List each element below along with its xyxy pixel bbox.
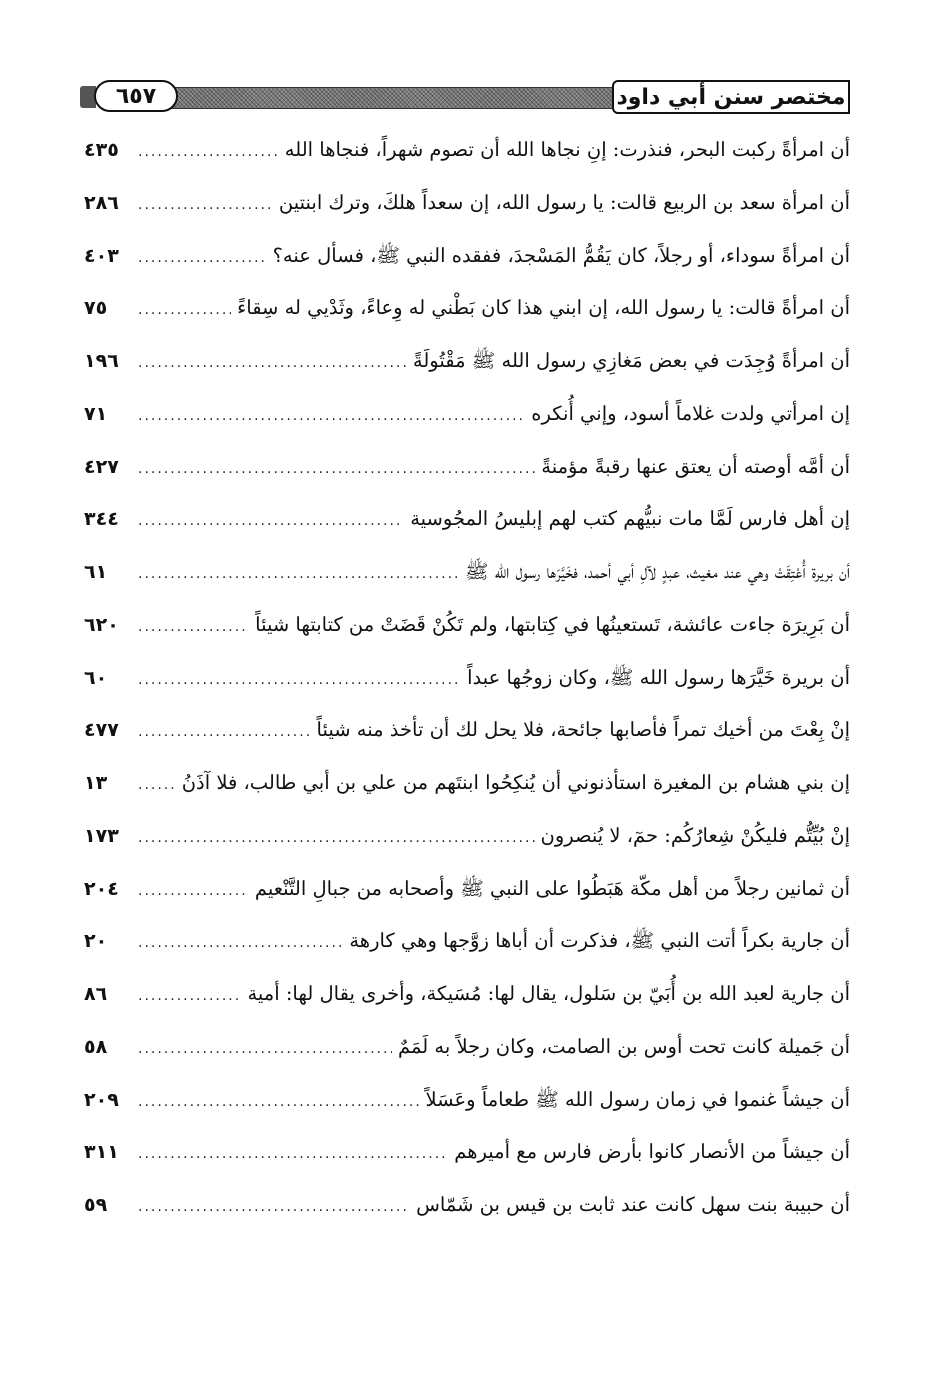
entry-page-number: ٣٤٤ [84,508,119,531]
dot-leader [138,1181,410,1234]
dot-leader [138,284,231,337]
index-entry [84,1126,850,1179]
entry-text: أن بريرة خَيَّرَها رسول الله ﷺ، وكان زوجُها عبداً [467,665,850,689]
index-entry [84,1074,850,1127]
entry-text: إنْ بُيِّتُّم فليكُنْ شِعارُكُم: حمٓ، لا يُنصرون [540,823,850,847]
dot-leader [138,548,459,601]
dot-leader [138,1128,448,1181]
index-entry [84,652,850,705]
dot-leader [138,126,279,179]
entry-page-number: ٤٧٧ [84,719,119,742]
entry-page-number: ١٧٣ [84,824,119,847]
entry-page-number: ٤٣٥ [84,139,119,161]
page-header [80,80,850,114]
dot-leader [138,654,461,707]
index-entry [84,546,850,599]
entry-text: أن جيشاً من الأنصار كانوا بأرض فارس مع أميرهم [454,1140,850,1164]
entry-page-number: ٥٩ [84,1194,108,1216]
entry-text: أن جَميلة كانت تحت أوس بن الصامت، وكان رجلاً به لَمَمٌ [398,1034,850,1058]
dot-leader [138,495,404,548]
entry-text: أن ثمانين رجلاً من أهل مكّة هَبَطُوا على النبي ﷺ وأصحابه من جبالِ التَّنْعيم [254,876,850,900]
entry-text: أن بريرة أُعْتِقَتْ وهي عند مغيث، عبدٍ لآلِ أبي أحمد، فخَيَّرَها رسول الله ﷺ [465,560,850,583]
entry-page-number: ٨٦ [84,983,108,1005]
entry-text: إنْ بِعْتَ من أخيك تمراً فأصابها جائحة، فلا يحل لك أن تأخذ منه شيئاً [316,718,850,742]
dot-leader [138,759,176,812]
entry-page-number: ٦٠ [84,666,108,689]
entry-page-number: ٦٢٠ [84,613,119,636]
page-number-badge [94,80,178,112]
entry-text: إن امرأتي ولدت غلاماً أسود، وإني أُنكره [531,401,850,425]
index-entry [84,704,850,757]
index-entry [84,177,850,230]
entry-page-number: ٧١ [84,402,108,425]
dot-leader [138,443,535,496]
index-entry [84,757,850,810]
index-entry [84,230,850,283]
entry-text: أن جارية بكراً أتت النبي ﷺ، فذكرت أن أباها زوَّجها وهي كارهة [349,929,850,953]
dot-leader [138,865,249,918]
dot-leader [138,1076,419,1129]
index-entry [84,599,850,652]
entry-text: أن امرأةً ركبت البحر، فنذرت: إنِ نجاها الله أن تصوم شهراً، فنجاها الله [284,138,850,161]
entry-page-number: ١٩٦ [84,350,119,372]
dot-leader [138,917,343,970]
dot-leader [138,232,267,285]
index-entry [84,124,850,177]
entry-page-number: ٢٠ [84,930,108,953]
dot-leader [138,337,407,390]
hadith-index-list [84,124,850,1232]
entry-page-number: ٥٨ [84,1035,108,1058]
dot-leader [138,390,525,443]
entry-page-number: ٢٠٩ [84,1088,119,1111]
index-entry [84,810,850,863]
dot-leader [138,601,249,654]
book-title-badge [612,80,850,114]
entry-page-number: ٧٥ [84,297,108,320]
entry-text: أن امرأةً قالت: يا رسول الله، إن ابني هذا كان بَطْني له وِعاءً، وثَدْيي له سِقاءً [237,296,850,320]
dot-leader [138,970,241,1023]
index-entry [84,968,850,1021]
index-entry [84,493,850,546]
entry-text: أن جيشاً غنموا في زمان رسول الله ﷺ طعاماً وعَسَلاً [425,1087,850,1111]
index-entry [84,915,850,968]
entry-page-number: ٤٢٧ [84,455,119,478]
index-entry [84,282,850,335]
entry-page-number: ٢٨٦ [84,191,119,214]
entry-text: أن جارية لعبد الله بن أُبَيّ بن سَلول، يقال لها: مُسَيكة، وأخرى يقال لها: أمية [247,982,850,1005]
index-entry [84,863,850,916]
entry-page-number: ٢٠٤ [84,877,119,900]
entry-page-number: ٦١ [84,561,108,583]
entry-text: أن امرأة سعد بن الربيع قالت: يا رسول الله، إن سعداً هلكَ، وترك ابنتين [278,190,850,214]
entry-page-number: ٣١١ [84,1141,119,1164]
header-decorative-bar [168,87,614,109]
entry-text: أن امرأةً وُجِدَت في بعض مَغازِي رسول الله ﷺ مَقْتُولَةً [412,349,850,372]
entry-text: أن أمَّه أوصته أن يعتق عنها رقبةً مؤمنةً [541,454,850,478]
index-entry [84,1021,850,1074]
dot-leader [138,179,273,232]
index-entry [84,335,850,388]
index-entry [84,388,850,441]
entry-text: أن بَرِيرَة جاءت عائشة، تَستعينُها في كِتابتها، ولم تَكُنْ قَضَتْ من كتابتها شيئاً [255,612,850,636]
entry-text: أن امرأةً سوداء، أو رجلاً، كان يَقُمُّ المَسْجدَ، ففقده النبي ﷺ، فسأل عنه؟ [272,243,850,267]
entry-text: إن أهل فارس لَمَّا مات نبيُّهم كتب لهم إبليسُ المجُوسية [410,507,850,531]
dot-leader [138,812,535,865]
entry-page-number: ١٣ [84,772,108,794]
entry-page-number: ٤٠٣ [84,244,119,267]
index-entry [84,441,850,494]
page-number: ٦٥٧ [115,83,157,109]
dot-leader [138,1023,392,1076]
dot-leader [138,706,311,759]
book-title: مختصر سنن أبي داود [616,84,846,110]
index-entry [84,1179,850,1232]
entry-text: أن حبيبة بنت سهل كانت عند ثابت بن قيس بن شَمّاس [416,1193,850,1216]
entry-text: إن بني هشام بن المغيرة استأذنوني أن يُنكِحُوا ابنتَهم من علي بن أبي طالب، فلا آذَنُ [181,771,850,794]
